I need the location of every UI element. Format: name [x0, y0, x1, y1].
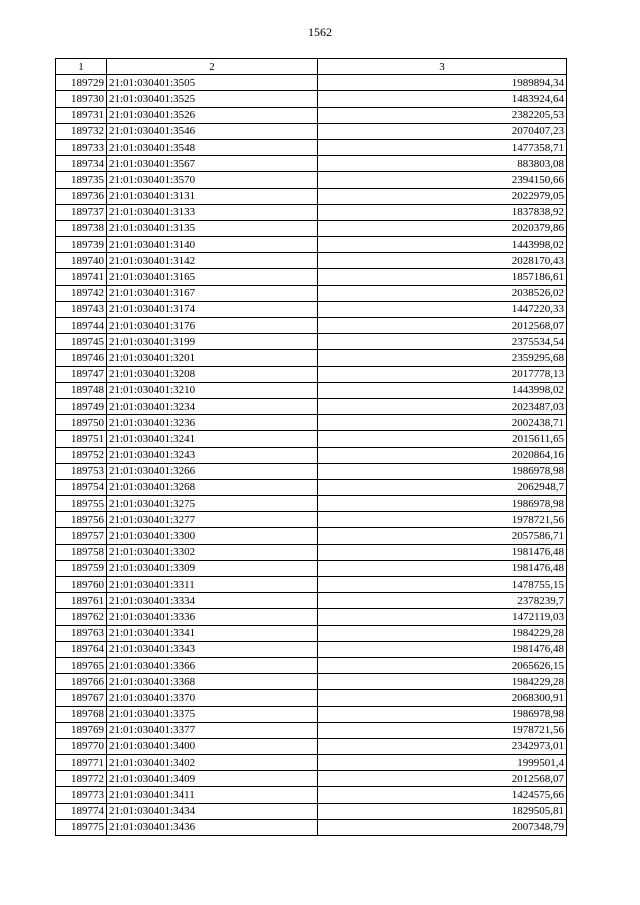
value-cell: 1443998,02	[318, 237, 567, 253]
value-cell: 1989894,34	[318, 75, 567, 91]
value-cell: 1978721,56	[318, 722, 567, 738]
table-row	[56, 625, 567, 641]
table-row	[56, 771, 567, 787]
cadastral-number-cell: 21:01:030401:3525	[107, 91, 318, 107]
cadastral-number-cell: 21:01:030401:3266	[107, 463, 318, 479]
table-row	[56, 787, 567, 803]
cadastral-number-cell: 21:01:030401:3135	[107, 220, 318, 236]
value-cell: 2002438,71	[318, 415, 567, 431]
cadastral-number-cell: 21:01:030401:3436	[107, 819, 318, 835]
table-row	[56, 188, 567, 204]
cadastral-number-cell: 21:01:030401:3505	[107, 75, 318, 91]
row-number-cell: 189733	[56, 139, 107, 155]
value-cell: 2394150,66	[318, 172, 567, 188]
table-row	[56, 253, 567, 269]
row-number-cell: 189739	[56, 237, 107, 253]
column-header-3: 3	[318, 59, 567, 75]
cadastral-number-cell: 21:01:030401:3275	[107, 496, 318, 512]
cadastral-number-cell: 21:01:030401:3434	[107, 803, 318, 819]
value-cell: 1984229,28	[318, 625, 567, 641]
cadastral-number-cell: 21:01:030401:3208	[107, 366, 318, 382]
row-number-cell: 189748	[56, 382, 107, 398]
table-row	[56, 123, 567, 139]
row-number-cell: 189767	[56, 690, 107, 706]
table-row	[56, 512, 567, 528]
table-row	[56, 560, 567, 576]
table-row	[56, 156, 567, 172]
table-row	[56, 803, 567, 819]
value-cell: 2038526,02	[318, 285, 567, 301]
table-row	[56, 819, 567, 835]
row-number-cell: 189743	[56, 301, 107, 317]
value-cell: 2342973,01	[318, 738, 567, 754]
value-cell: 2020864,16	[318, 447, 567, 463]
value-cell: 1986978,98	[318, 496, 567, 512]
table-row	[56, 431, 567, 447]
value-cell: 2020379,86	[318, 220, 567, 236]
cadastral-number-cell: 21:01:030401:3546	[107, 123, 318, 139]
table-row	[56, 204, 567, 220]
value-cell: 1424575,66	[318, 787, 567, 803]
value-cell: 2068300,91	[318, 690, 567, 706]
cadastral-number-cell: 21:01:030401:3176	[107, 318, 318, 334]
value-cell: 2375534,54	[318, 334, 567, 350]
table-row	[56, 269, 567, 285]
cadastral-number-cell: 21:01:030401:3526	[107, 107, 318, 123]
cadastral-number-cell: 21:01:030401:3368	[107, 674, 318, 690]
row-number-cell: 189756	[56, 512, 107, 528]
value-cell: 2028170,43	[318, 253, 567, 269]
row-number-cell: 189768	[56, 706, 107, 722]
cadastral-number-cell: 21:01:030401:3241	[107, 431, 318, 447]
row-number-cell: 189738	[56, 220, 107, 236]
row-number-cell: 189752	[56, 447, 107, 463]
cadastral-number-cell: 21:01:030401:3236	[107, 415, 318, 431]
row-number-cell: 189771	[56, 755, 107, 771]
value-cell: 1837838,92	[318, 204, 567, 220]
row-number-cell: 189769	[56, 722, 107, 738]
cadastral-number-cell: 21:01:030401:3140	[107, 237, 318, 253]
cadastral-number-cell: 21:01:030401:3201	[107, 350, 318, 366]
table-row	[56, 91, 567, 107]
table-row	[56, 398, 567, 414]
page-number: 1562	[308, 25, 332, 39]
row-number-cell: 189773	[56, 787, 107, 803]
row-number-cell: 189770	[56, 738, 107, 754]
cadastral-number-cell: 21:01:030401:3199	[107, 334, 318, 350]
table-row	[56, 366, 567, 382]
table-row	[56, 738, 567, 754]
table-body	[56, 75, 567, 836]
table-row	[56, 350, 567, 366]
value-cell: 2378239,7	[318, 593, 567, 609]
cadastral-number-cell: 21:01:030401:3311	[107, 577, 318, 593]
table-row	[56, 593, 567, 609]
cadastral-number-cell: 21:01:030401:3174	[107, 301, 318, 317]
cadastral-number-cell: 21:01:030401:3366	[107, 657, 318, 673]
value-cell: 1978721,56	[318, 512, 567, 528]
row-number-cell: 189746	[56, 350, 107, 366]
row-number-cell: 189755	[56, 496, 107, 512]
table-row	[56, 237, 567, 253]
value-cell: 2015611,65	[318, 431, 567, 447]
cadastral-number-cell: 21:01:030401:3131	[107, 188, 318, 204]
value-cell: 1986978,98	[318, 463, 567, 479]
cadastral-number-cell: 21:01:030401:3377	[107, 722, 318, 738]
cadastral-number-cell: 21:01:030401:3567	[107, 156, 318, 172]
cadastral-number-cell: 21:01:030401:3375	[107, 706, 318, 722]
table-row	[56, 690, 567, 706]
value-cell: 2062948,7	[318, 479, 567, 495]
row-number-cell: 189732	[56, 123, 107, 139]
value-cell: 2023487,03	[318, 398, 567, 414]
cadastral-number-cell: 21:01:030401:3343	[107, 641, 318, 657]
cadastral-number-cell: 21:01:030401:3210	[107, 382, 318, 398]
row-number-cell: 189729	[56, 75, 107, 91]
table-row	[56, 220, 567, 236]
row-number-cell: 189742	[56, 285, 107, 301]
table-row	[56, 577, 567, 593]
cadastral-number-cell: 21:01:030401:3336	[107, 609, 318, 625]
row-number-cell: 189772	[56, 771, 107, 787]
value-cell: 2022979,05	[318, 188, 567, 204]
row-number-cell: 189731	[56, 107, 107, 123]
row-number-cell: 189758	[56, 544, 107, 560]
row-number-cell: 189762	[56, 609, 107, 625]
value-cell: 1472119,03	[318, 609, 567, 625]
cadastral-number-cell: 21:01:030401:3234	[107, 398, 318, 414]
cadastral-number-cell: 21:01:030401:3370	[107, 690, 318, 706]
cadastral-number-cell: 21:01:030401:3309	[107, 560, 318, 576]
row-number-cell: 189744	[56, 318, 107, 334]
cadastral-number-cell: 21:01:030401:3268	[107, 479, 318, 495]
row-number-cell: 189734	[56, 156, 107, 172]
table-row	[56, 609, 567, 625]
cadastral-number-cell: 21:01:030401:3400	[107, 738, 318, 754]
table-row	[56, 139, 567, 155]
value-cell: 1984229,28	[318, 674, 567, 690]
table-row	[56, 544, 567, 560]
value-cell: 1829505,81	[318, 803, 567, 819]
value-cell: 2017778,13	[318, 366, 567, 382]
row-number-cell: 189751	[56, 431, 107, 447]
row-number-cell: 189741	[56, 269, 107, 285]
value-cell: 1443998,02	[318, 382, 567, 398]
table-row	[56, 641, 567, 657]
value-cell: 2065626,15	[318, 657, 567, 673]
value-cell: 1986978,98	[318, 706, 567, 722]
table-row	[56, 674, 567, 690]
cadastral-number-cell: 21:01:030401:3300	[107, 528, 318, 544]
table-row	[56, 415, 567, 431]
cadastral-number-cell: 21:01:030401:3402	[107, 755, 318, 771]
table-row	[56, 722, 567, 738]
row-number-cell: 189759	[56, 560, 107, 576]
value-cell: 1483924,64	[318, 91, 567, 107]
row-number-cell: 189735	[56, 172, 107, 188]
cadastral-number-cell: 21:01:030401:3334	[107, 593, 318, 609]
row-number-cell: 189750	[56, 415, 107, 431]
value-cell: 1981476,48	[318, 641, 567, 657]
row-number-cell: 189737	[56, 204, 107, 220]
cadastral-number-cell: 21:01:030401:3133	[107, 204, 318, 220]
column-header-1: 1	[56, 59, 107, 75]
column-header-2: 2	[107, 59, 318, 75]
table-row	[56, 528, 567, 544]
cadastral-number-cell: 21:01:030401:3548	[107, 139, 318, 155]
value-cell: 2012568,07	[318, 771, 567, 787]
table-row	[56, 479, 567, 495]
row-number-cell: 189745	[56, 334, 107, 350]
row-number-cell: 189753	[56, 463, 107, 479]
table-row	[56, 447, 567, 463]
table-row	[56, 75, 567, 91]
value-cell: 2057586,71	[318, 528, 567, 544]
value-cell: 1999501,4	[318, 755, 567, 771]
cadastral-number-cell: 21:01:030401:3277	[107, 512, 318, 528]
cadastral-number-cell: 21:01:030401:3411	[107, 787, 318, 803]
value-cell: 1981476,48	[318, 544, 567, 560]
table-row	[56, 706, 567, 722]
value-cell: 2070407,23	[318, 123, 567, 139]
table-row	[56, 172, 567, 188]
row-number-cell: 189775	[56, 819, 107, 835]
data-table	[55, 58, 567, 836]
table-row	[56, 334, 567, 350]
row-number-cell: 189774	[56, 803, 107, 819]
cadastral-number-cell: 21:01:030401:3243	[107, 447, 318, 463]
row-number-cell: 189730	[56, 91, 107, 107]
row-number-cell: 189760	[56, 577, 107, 593]
cadastral-number-cell: 21:01:030401:3142	[107, 253, 318, 269]
table-row	[56, 755, 567, 771]
cadastral-number-cell: 21:01:030401:3165	[107, 269, 318, 285]
row-number-cell: 189764	[56, 641, 107, 657]
value-cell: 883803,08	[318, 156, 567, 172]
value-cell: 2012568,07	[318, 318, 567, 334]
cadastral-number-cell: 21:01:030401:3167	[107, 285, 318, 301]
table-row	[56, 657, 567, 673]
cadastral-number-cell: 21:01:030401:3570	[107, 172, 318, 188]
row-number-cell: 189736	[56, 188, 107, 204]
value-cell: 2359295,68	[318, 350, 567, 366]
cadastral-number-cell: 21:01:030401:3409	[107, 771, 318, 787]
table-row	[56, 463, 567, 479]
table-header-row	[56, 59, 567, 75]
row-number-cell: 189749	[56, 398, 107, 414]
cadastral-number-cell: 21:01:030401:3341	[107, 625, 318, 641]
row-number-cell: 189766	[56, 674, 107, 690]
table-row	[56, 318, 567, 334]
row-number-cell: 189765	[56, 657, 107, 673]
value-cell: 2007348,79	[318, 819, 567, 835]
row-number-cell: 189754	[56, 479, 107, 495]
table-row	[56, 301, 567, 317]
value-cell: 2382205,53	[318, 107, 567, 123]
value-cell: 1477358,71	[318, 139, 567, 155]
value-cell: 1981476,48	[318, 560, 567, 576]
table-row	[56, 285, 567, 301]
row-number-cell: 189740	[56, 253, 107, 269]
table-row	[56, 496, 567, 512]
cadastral-number-cell: 21:01:030401:3302	[107, 544, 318, 560]
value-cell: 1478755,15	[318, 577, 567, 593]
table-row	[56, 382, 567, 398]
value-cell: 1447220,33	[318, 301, 567, 317]
table-row	[56, 107, 567, 123]
row-number-cell: 189747	[56, 366, 107, 382]
row-number-cell: 189757	[56, 528, 107, 544]
row-number-cell: 189761	[56, 593, 107, 609]
row-number-cell: 189763	[56, 625, 107, 641]
value-cell: 1857186,61	[318, 269, 567, 285]
